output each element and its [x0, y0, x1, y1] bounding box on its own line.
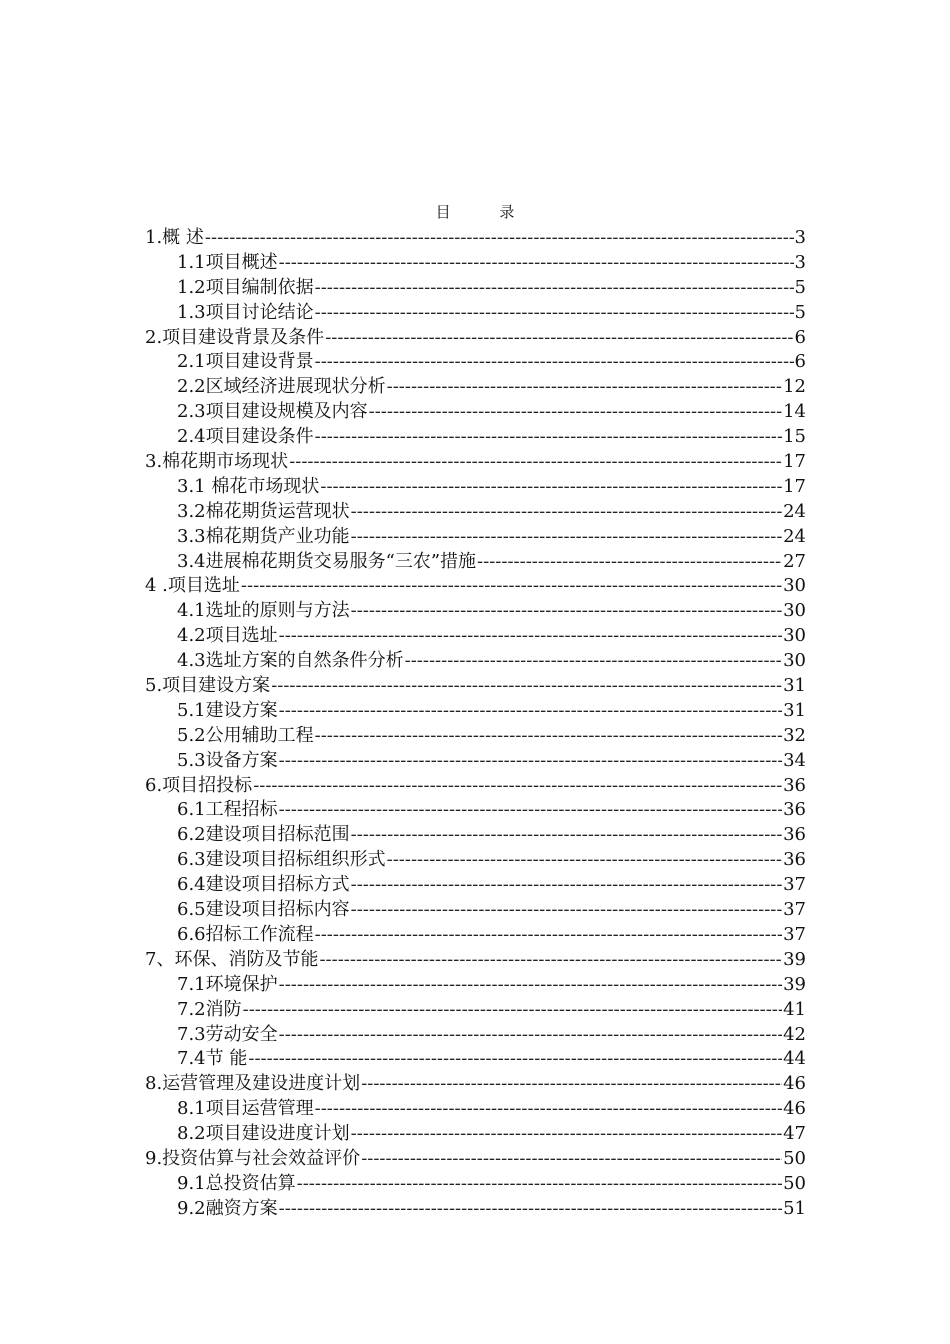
toc-subsection-entry[interactable] [145, 350, 806, 375]
toc-entry-label: 5.1建设方案 [177, 699, 278, 721]
toc-section-entry[interactable] [145, 1147, 806, 1172]
toc-subsection-entry[interactable] [145, 1023, 806, 1048]
toc-leader-dashes [205, 226, 794, 251]
toc-subsection-entry[interactable] [145, 873, 806, 898]
toc-entry-label: 4.3选址方案的自然条件分析 [177, 650, 404, 672]
toc-subsection-entry[interactable] [145, 375, 806, 400]
toc-page-number: 39 [783, 973, 806, 995]
toc-page-number: 46 [783, 1073, 806, 1095]
toc-page-number: 42 [783, 1023, 806, 1045]
toc-subsection-entry[interactable] [145, 848, 806, 873]
toc-leader-dashes [279, 749, 782, 774]
toc-entry-label: 2.1项目建设背景 [177, 351, 314, 373]
toc-entry-label: 1.1项目概述 [177, 251, 278, 273]
toc-leader-dashes [477, 550, 782, 575]
toc-leader-dashes [289, 450, 782, 475]
toc-page-number: 5 [794, 276, 806, 298]
toc-subsection-entry[interactable] [145, 624, 806, 649]
toc-page-number: 5 [794, 301, 806, 323]
toc-subsection-entry[interactable] [145, 500, 806, 525]
toc-page-number: 50 [783, 1147, 806, 1169]
toc-entry-label: 4.1选址的原则与方法 [177, 600, 350, 622]
toc-leader-dashes [315, 425, 782, 450]
toc-page-number: 36 [783, 774, 806, 796]
toc-subsection-entry[interactable] [145, 550, 806, 575]
toc-entry-label: 5.3设备方案 [177, 749, 278, 771]
toc-entry-label: 7、环保、消防及节能 [145, 948, 319, 970]
toc-leader-dashes [297, 1172, 782, 1197]
toc-page-number: 44 [783, 1048, 806, 1070]
toc-leader-dashes [319, 948, 782, 973]
toc-page-number: 37 [783, 923, 806, 945]
toc-leader-dashes [315, 1097, 782, 1122]
toc-page-number: 36 [783, 849, 806, 871]
toc-subsection-entry[interactable] [145, 425, 806, 450]
toc-leader-dashes [315, 301, 794, 326]
toc-section-entry[interactable] [145, 1072, 806, 1097]
toc-page-number: 17 [783, 451, 806, 473]
toc-leader-dashes [253, 774, 782, 799]
toc-entry-label: 5.2公用辅助工程 [177, 724, 314, 746]
toc-leader-dashes [279, 699, 782, 724]
toc-entry-label: 5.项目建设方案 [145, 675, 271, 697]
toc-entry-label: 7.1环境保护 [177, 973, 278, 995]
toc-leader-dashes [315, 923, 782, 948]
toc-page-number: 24 [783, 525, 806, 547]
toc-section-entry[interactable] [145, 674, 806, 699]
toc-subsection-entry[interactable] [145, 724, 806, 749]
toc-entry-label: 3.棉花期市场现状 [145, 451, 289, 473]
toc-subsection-entry[interactable] [145, 898, 806, 923]
toc-subsection-entry[interactable] [145, 1122, 806, 1147]
toc-entry-label: 6.项目招投标 [145, 774, 253, 796]
toc-entry-label: 2.4项目建设条件 [177, 426, 314, 448]
toc-leader-dashes [320, 475, 782, 500]
toc-entry-label: 7.4节 能 [177, 1048, 248, 1070]
toc-leader-dashes [351, 500, 782, 525]
toc-entry-label: 2.3项目建设规模及内容 [177, 401, 368, 423]
toc-page-number: 14 [783, 401, 806, 423]
toc-page-number: 37 [783, 899, 806, 921]
toc-entry-label: 8.运营管理及建设进度计划 [145, 1073, 361, 1095]
toc-leader-dashes [243, 998, 782, 1023]
toc-leader-dashes [405, 649, 782, 674]
toc-page-number: 51 [783, 1197, 806, 1219]
toc-page-number: 6 [794, 351, 806, 373]
toc-subsection-entry[interactable] [145, 1097, 806, 1122]
toc-page-number: 27 [783, 550, 806, 572]
toc-page-number: 32 [783, 724, 806, 746]
toc-subsection-entry[interactable] [145, 251, 806, 276]
toc-subsection-entry[interactable] [145, 699, 806, 724]
toc-subsection-entry[interactable] [145, 400, 806, 425]
toc-leader-dashes [351, 898, 782, 923]
toc-leader-dashes [279, 1197, 782, 1222]
toc-subsection-entry[interactable] [145, 1047, 806, 1072]
toc-entry-label: 3.3棉花期货产业功能 [177, 525, 350, 547]
toc-leader-dashes [315, 276, 794, 301]
toc-subsection-entry[interactable] [145, 923, 806, 948]
toc-entry-label: 3.1 棉花市场现状 [177, 475, 320, 497]
toc-entry-label: 9.投资估算与社会效益评价 [145, 1147, 361, 1169]
toc-leader-dashes [271, 674, 782, 699]
toc-entry-label: 6.5建设项目招标内容 [177, 899, 350, 921]
toc-subsection-entry[interactable] [145, 798, 806, 823]
toc-entry-label: 7.3劳动安全 [177, 1023, 278, 1045]
toc-entry-label: 8.1项目运营管理 [177, 1098, 314, 1120]
toc-page-number: 24 [783, 500, 806, 522]
toc-subsection-entry[interactable] [145, 998, 806, 1023]
toc-subsection-entry[interactable] [145, 599, 806, 624]
toc-page-number: 47 [783, 1123, 806, 1145]
toc-leader-dashes [279, 973, 782, 998]
toc-section-entry[interactable] [145, 326, 806, 351]
toc-leader-dashes [248, 1047, 782, 1072]
toc-entry-label: 9.1总投资估算 [177, 1172, 296, 1194]
toc-leader-dashes [325, 326, 793, 351]
toc-title: 目 录 [435, 203, 537, 221]
toc-page-number: 41 [783, 998, 806, 1020]
toc-entry-label: 9.2融资方案 [177, 1197, 278, 1219]
toc-leader-dashes [351, 1122, 782, 1147]
toc-page-number: 15 [783, 426, 806, 448]
toc-page-number: 6 [794, 326, 806, 348]
toc-leader-dashes [351, 599, 782, 624]
toc-entry-label: 7.2消防 [177, 998, 242, 1020]
toc-page-number: 17 [783, 475, 806, 497]
toc-entry-label: 6.4建设项目招标方式 [177, 874, 350, 896]
toc-leader-dashes [387, 848, 782, 873]
toc-subsection-entry[interactable] [145, 973, 806, 998]
toc-subsection-entry[interactable] [145, 475, 806, 500]
toc-entry-label: 6.6招标工作流程 [177, 923, 314, 945]
toc-entry-label: 1.3项目讨论结论 [177, 301, 314, 323]
toc-page-number: 30 [783, 600, 806, 622]
toc-entry-label: 1.概 述 [145, 227, 204, 248]
toc-subsection-entry[interactable] [145, 1197, 806, 1222]
toc-leader-dashes [279, 798, 782, 823]
toc-page-number: 3 [794, 227, 806, 248]
toc-entry-label: 8.2项目建设进度计划 [177, 1123, 350, 1145]
toc-page-number: 50 [783, 1172, 806, 1194]
toc-leader-dashes [387, 375, 782, 400]
toc-subsection-entry[interactable] [145, 823, 806, 848]
toc-page-number: 34 [783, 749, 806, 771]
toc-page-number: 36 [783, 799, 806, 821]
toc-page-number: 31 [783, 699, 806, 721]
toc-entry-label: 2.2区域经济进展现状分析 [177, 376, 386, 398]
toc-section-entry[interactable] [145, 226, 806, 251]
toc-leader-dashes [279, 624, 782, 649]
toc-page-number: 37 [783, 874, 806, 896]
toc-entry-label: 2.项目建设背景及条件 [145, 326, 325, 348]
toc-section-entry[interactable] [145, 948, 806, 973]
toc-section-entry[interactable] [145, 450, 806, 475]
toc-subsection-entry[interactable] [145, 749, 806, 774]
toc-leader-dashes [315, 724, 782, 749]
toc-entry-label: 3.2棉花期货运营现状 [177, 500, 350, 522]
toc-leader-dashes [361, 1072, 782, 1097]
toc-leader-dashes [279, 1023, 782, 1048]
toc-entry-label: 6.1工程招标 [177, 799, 278, 821]
toc-entry-label: 4 .项目选址 [145, 575, 240, 597]
toc-entry-label: 3.4进展棉花期货交易服务“三农”措施 [177, 550, 477, 572]
toc-entry-label: 4.2项目选址 [177, 625, 278, 647]
toc-subsection-entry[interactable] [145, 525, 806, 550]
toc-leader-dashes [351, 823, 782, 848]
toc-subsection-entry[interactable] [145, 1172, 806, 1197]
toc-subsection-entry[interactable] [145, 276, 806, 301]
toc-page-number: 3 [794, 251, 806, 273]
toc-subsection-entry[interactable] [145, 301, 806, 326]
toc-leader-dashes [351, 525, 782, 550]
toc-leader-dashes [315, 350, 794, 375]
toc-entry-label: 6.3建设项目招标组织形式 [177, 849, 386, 871]
toc-subsection-entry[interactable] [145, 649, 806, 674]
toc-leader-dashes [241, 574, 782, 599]
toc-page-number: 46 [783, 1098, 806, 1120]
toc-page-number: 31 [783, 675, 806, 697]
toc-page-number: 39 [783, 948, 806, 970]
toc-leader-dashes [361, 1147, 782, 1172]
toc-leader-dashes [351, 873, 782, 898]
toc-section-entry[interactable] [145, 774, 806, 799]
toc-page-number: 30 [783, 625, 806, 647]
toc-leader-dashes [279, 251, 794, 276]
toc-page-number: 36 [783, 824, 806, 846]
toc-leader-dashes [369, 400, 782, 425]
table-of-contents [145, 226, 806, 1222]
toc-entry-label: 1.2项目编制依据 [177, 276, 314, 298]
toc-section-entry[interactable] [145, 574, 806, 599]
toc-page-number: 12 [783, 376, 806, 398]
toc-page-number: 30 [783, 650, 806, 672]
toc-page-number: 30 [783, 575, 806, 597]
toc-entry-label: 6.2建设项目招标范围 [177, 824, 350, 846]
